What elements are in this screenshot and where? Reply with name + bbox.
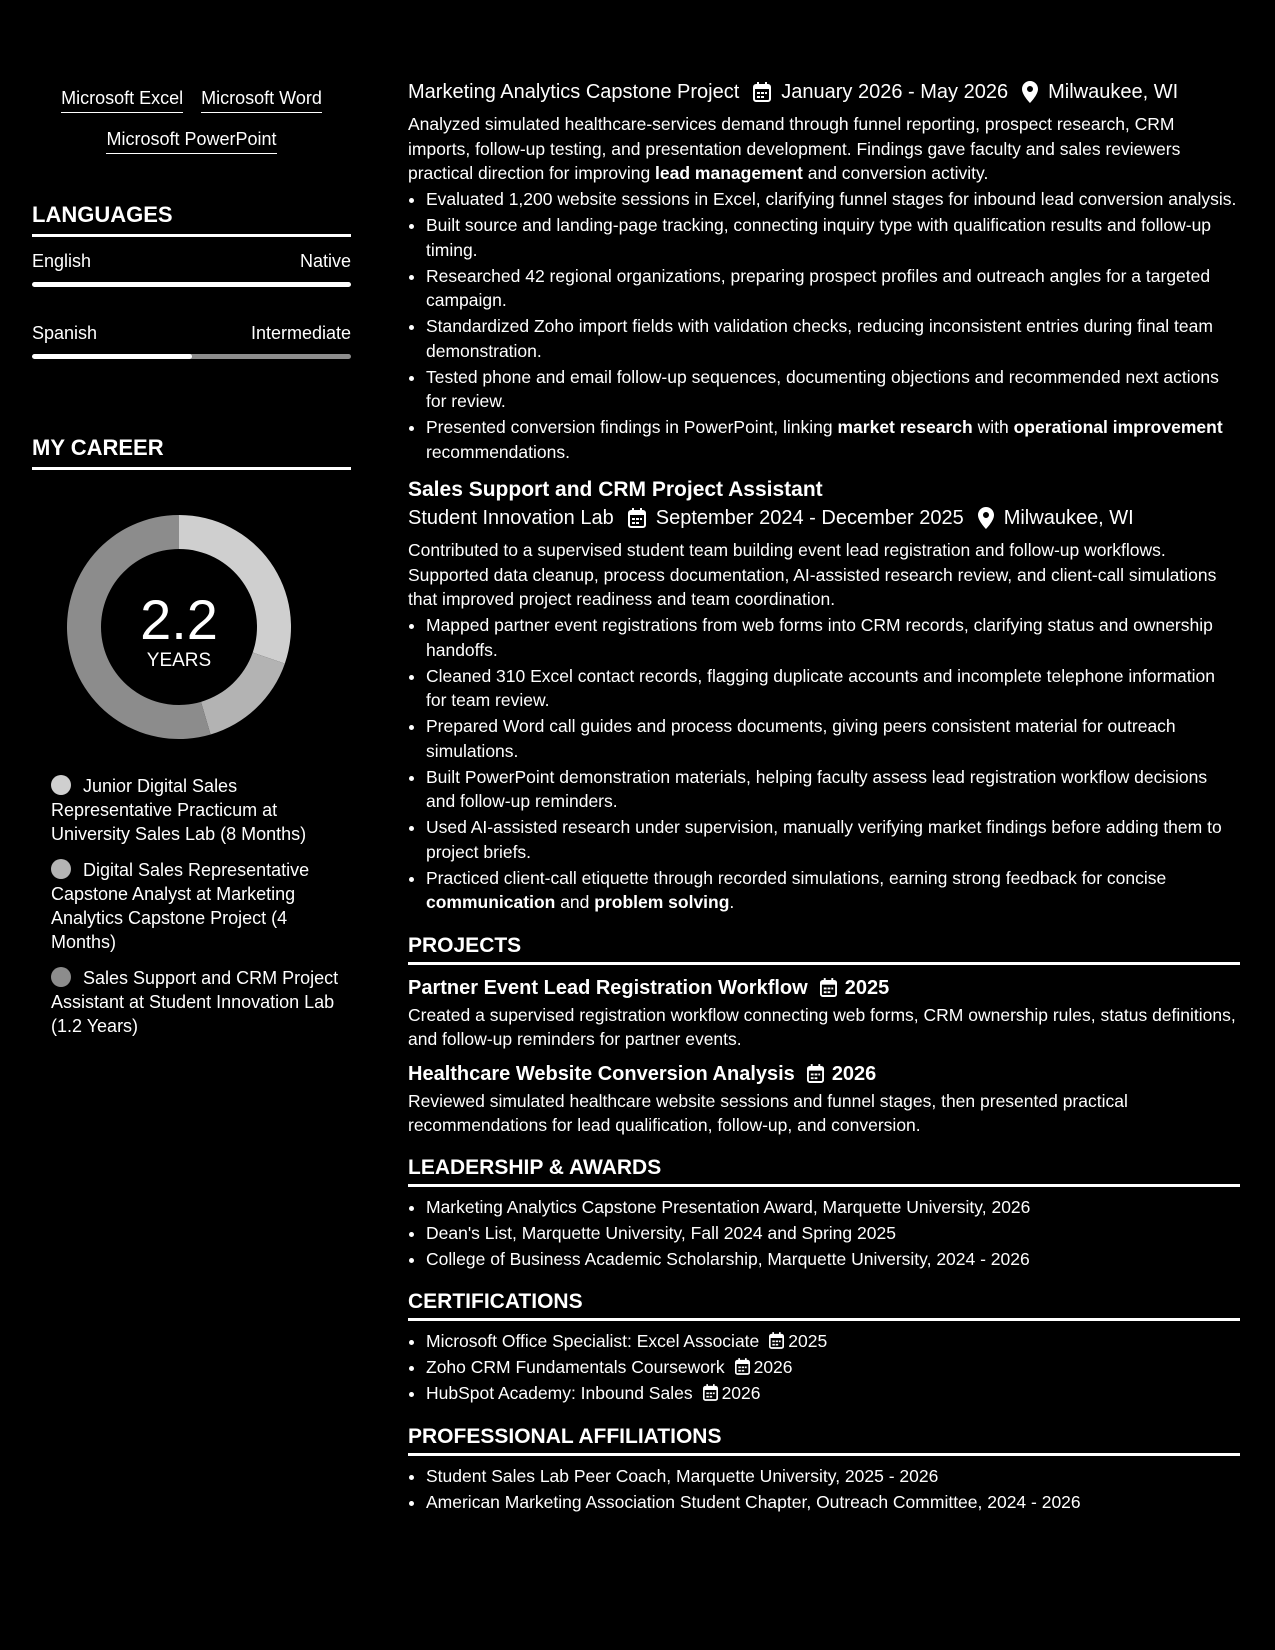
experience-bullet: • Cleaned 310 Excel contact records, flagging duplicate accounts and incomplete telephone information for team review. xyxy=(426,664,1240,713)
experience-bullet: • Built PowerPoint demonstration materials, helping faculty assess lead registration workflow decisions and follow-up reminders. xyxy=(426,765,1240,814)
legend-dot-icon xyxy=(51,859,71,879)
project-description: Created a supervised registration workflow connecting web forms, CRM ownership rules, status definitions, and follow-up reminders for partner events. xyxy=(408,1004,1236,1049)
certification-name: Zoho CRM Fundamentals Coursework xyxy=(426,1357,725,1377)
experience-meta xyxy=(408,504,1240,532)
language-proficiency-bar xyxy=(32,282,351,287)
experience-dates: January 2026 - May 2026 xyxy=(781,81,1009,103)
language-row xyxy=(32,321,351,359)
certifications-list xyxy=(408,1329,1240,1406)
certification-item xyxy=(426,1355,1240,1380)
project-year: 2026 xyxy=(831,1062,877,1085)
affiliation-item: • American Marketing Association Student Chapter, Outreach Committee, 2024 - 2026 xyxy=(426,1490,1240,1515)
experience-summary: Contributed to a supervised student team building event lead registration and follow-up workflows. Supported data cleanup, process documentation, AI-assisted research review, and client-call simulations that improved project readiness and team coordination. xyxy=(408,540,1217,609)
skill-tag: Microsoft PowerPoint xyxy=(106,127,276,154)
experience-bullets xyxy=(408,613,1240,915)
career-legend-item xyxy=(51,774,341,846)
affiliation-item: • Student Sales Lab Peer Coach, Marquette University, 2025 - 2026 xyxy=(426,1464,1240,1489)
certifications-heading: CERTIFICATIONS xyxy=(408,1289,1240,1321)
experience-bullet: • Built source and landing-page tracking, connecting inquiry type with qualification results and follow-up timing. xyxy=(426,213,1240,262)
skill-tag: Microsoft Word xyxy=(201,86,322,113)
career-heading: MY CAREER xyxy=(32,435,351,470)
map-pin-icon xyxy=(978,507,994,529)
experience-location: Milwaukee, WI xyxy=(1003,507,1134,529)
experience-bullet: • Tested phone and email follow-up sequences, documenting objections and recommended next actions for review. xyxy=(426,365,1240,414)
project-entry xyxy=(408,975,1240,1051)
affiliations-heading: PROFESSIONAL AFFILIATIONS xyxy=(408,1424,1240,1456)
skills-list xyxy=(32,86,351,154)
project-year: 2025 xyxy=(844,976,890,999)
experience-org: Student Innovation Lab xyxy=(408,507,614,529)
awards-list xyxy=(408,1195,1240,1272)
career-legend-text: Sales Support and CRM Project Assistant at Student Innovation Lab (1.2 Years) xyxy=(51,968,339,1036)
certification-item xyxy=(426,1381,1240,1406)
sidebar xyxy=(32,86,351,1050)
calendar-icon xyxy=(628,508,646,528)
career-legend-text: Digital Sales Representative Capstone Analyst at Marketing Analytics Capstone Project (4 Months) xyxy=(51,860,310,952)
certification-name: Microsoft Office Specialist: Excel Associate xyxy=(426,1331,760,1351)
experience-summary: Analyzed simulated healthcare-services demand through funnel reporting, prospect research, CRM imports, follow-up testing, and presentation development. Findings gave faculty and sales reviewers practical direction for improving lead management and conversion activity. xyxy=(408,114,1181,183)
job-title: Sales Support and CRM Project Assistant xyxy=(408,478,823,501)
calendar-icon xyxy=(753,82,771,102)
experience-dates: September 2024 - December 2025 xyxy=(655,507,964,529)
certification-year: 2026 xyxy=(721,1383,761,1403)
certification-item xyxy=(426,1329,1240,1354)
language-proficiency-bar xyxy=(32,354,351,359)
skill-tag: Microsoft Excel xyxy=(61,86,183,113)
languages-heading: LANGUAGES xyxy=(32,202,351,237)
experience-location: Milwaukee, WI xyxy=(1048,81,1179,103)
experience-bullet: • Mapped partner event registrations from web forms into CRM records, clarifying status and ownership handoffs. xyxy=(426,613,1240,662)
experience-bullet: • Evaluated 1,200 website sessions in Excel, clarifying funnel stages for inbound lead conversion analysis. xyxy=(426,187,1240,212)
projects-heading: PROJECTS xyxy=(408,933,1240,965)
experience-bullets xyxy=(408,187,1240,464)
award-item: • Dean's List, Marquette University, Fall 2024 and Spring 2025 xyxy=(426,1221,1240,1246)
calendar-icon xyxy=(769,1332,784,1349)
main-content xyxy=(408,78,1240,1514)
certification-name: HubSpot Academy: Inbound Sales xyxy=(426,1383,693,1403)
map-pin-icon xyxy=(1022,81,1038,103)
calendar-icon xyxy=(807,1064,824,1083)
language-name: Spanish xyxy=(32,323,98,343)
project-entry xyxy=(408,1061,1240,1137)
project-title: Partner Event Lead Registration Workflow xyxy=(408,976,808,999)
certification-year: 2026 xyxy=(753,1357,793,1377)
award-item: • College of Business Academic Scholarship, Marquette University, 2024 - 2026 xyxy=(426,1247,1240,1272)
experience-bullet: • Researched 42 regional organizations, preparing prospect profiles and outreach angles for a targeted campaign. xyxy=(426,264,1240,313)
experience-bullet: • Prepared Word call guides and process documents, giving peers consistent material for outreach simulations. xyxy=(426,714,1240,763)
career-legend-item xyxy=(51,966,341,1038)
career-legend xyxy=(51,774,341,1038)
calendar-icon xyxy=(735,1358,750,1375)
career-donut-chart xyxy=(66,514,292,740)
experience-bullet: • Used AI-assisted research under supervision, manually verifying market findings before adding them to project briefs. xyxy=(426,815,1240,864)
language-proficiency-fill xyxy=(32,282,351,287)
experience-bullet: • Presented conversion findings in PowerPoint, linking market research with operational improvement recommendations. xyxy=(426,415,1240,464)
language-level: Native xyxy=(299,251,351,271)
calendar-icon xyxy=(820,978,837,997)
legend-dot-icon xyxy=(51,967,71,987)
legend-dot-icon xyxy=(51,775,71,795)
experience-entry xyxy=(408,476,1240,915)
experience-bullet: • Standardized Zoho import fields with validation checks, reducing inconsistent entries during final team demonstration. xyxy=(426,314,1240,363)
career-legend-item xyxy=(51,858,341,954)
experience-org: Marketing Analytics Capstone Project xyxy=(408,81,740,103)
language-level: Intermediate xyxy=(250,323,351,343)
career-total-unit: YEARS xyxy=(146,650,212,671)
language-proficiency-fill xyxy=(32,354,192,359)
language-row xyxy=(32,249,351,287)
experience-meta xyxy=(408,78,1240,106)
award-item: • Marketing Analytics Capstone Presentation Award, Marquette University, 2026 xyxy=(426,1195,1240,1220)
project-description: Reviewed simulated healthcare website sessions and funnel stages, then presented practical recommendations for lead qualification, follow-up, and conversion. xyxy=(408,1090,1128,1135)
project-title: Healthcare Website Conversion Analysis xyxy=(408,1062,795,1085)
calendar-icon xyxy=(703,1384,718,1401)
affiliations-list xyxy=(408,1464,1240,1515)
language-name: English xyxy=(32,251,92,271)
awards-heading: LEADERSHIP & AWARDS xyxy=(408,1155,1240,1187)
career-legend-text: Junior Digital Sales Representative Practicum at University Sales Lab (8 Months) xyxy=(51,776,307,844)
career-total-value: 2.2 xyxy=(140,588,218,651)
certification-year: 2025 xyxy=(788,1331,828,1351)
experience-entry xyxy=(408,78,1240,464)
experience-bullet: • Practiced client-call etiquette through recorded simulations, earning strong feedback for concise communication and problem solving. xyxy=(426,866,1240,915)
